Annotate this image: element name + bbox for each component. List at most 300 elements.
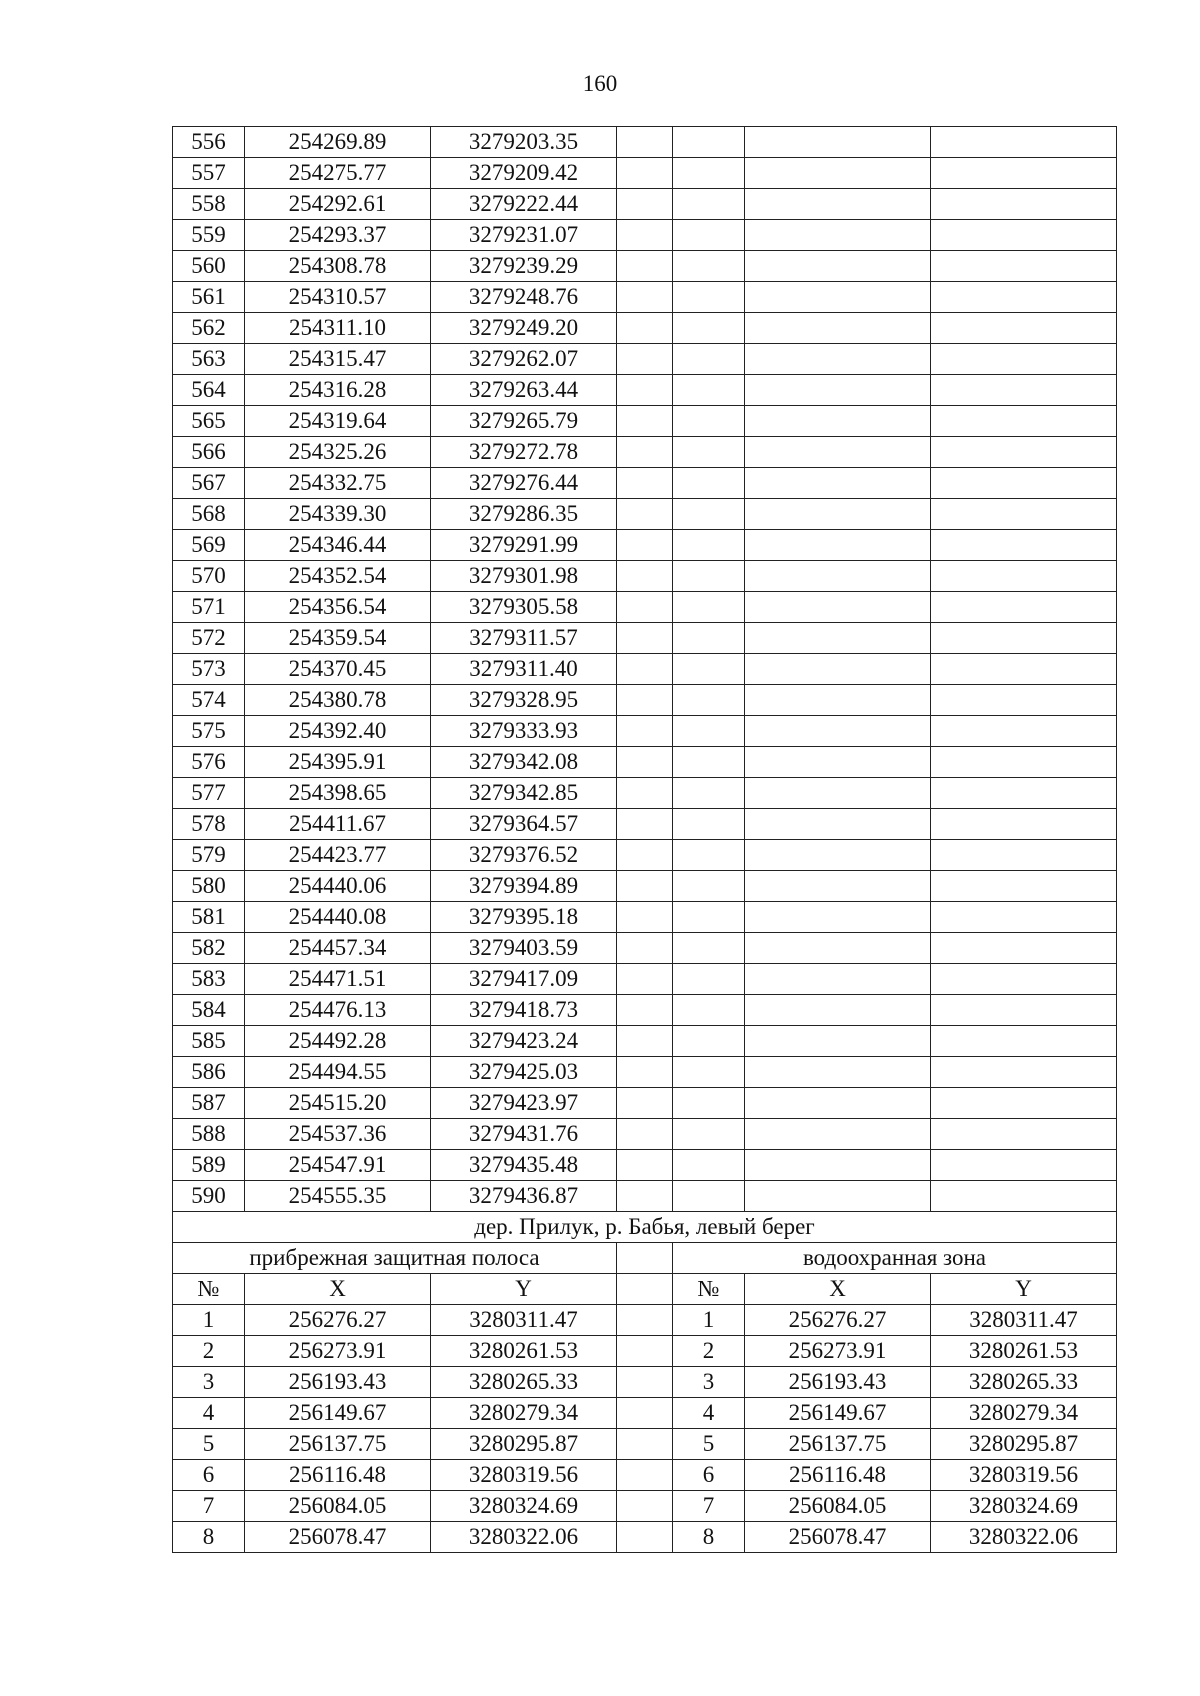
point-number-cell: 580 [173,871,245,902]
y-coordinate-cell: 3279286.35 [431,499,617,530]
empty-cell [673,902,745,933]
table-row [173,747,1117,778]
empty-cell [617,437,673,468]
y-coordinate-cell: 3279276.44 [431,468,617,499]
y-coordinate-cell: 3279395.18 [431,902,617,933]
table-row [173,1150,1117,1181]
y-coordinate-cell: 3280265.33 [931,1367,1117,1398]
point-number-cell: 563 [173,344,245,375]
y-coordinate-cell: 3280279.34 [431,1398,617,1429]
table-row [173,1398,1117,1429]
x-coordinate-cell: 254471.51 [245,964,431,995]
y-coordinate-cell: 3279364.57 [431,809,617,840]
x-coordinate-cell: 256078.47 [245,1522,431,1553]
empty-cell [745,592,931,623]
x-coordinate-cell: 256276.27 [245,1305,431,1336]
x-coordinate-cell: 254359.54 [245,623,431,654]
empty-cell [931,747,1117,778]
x-coordinate-cell: 254275.77 [245,158,431,189]
y-coordinate-cell: 3280279.34 [931,1398,1117,1429]
y-coordinate-cell: 3279249.20 [431,313,617,344]
table-row [173,344,1117,375]
empty-cell [673,406,745,437]
empty-cell [673,437,745,468]
empty-cell [617,592,673,623]
table-row [173,282,1117,313]
y-coordinate-cell: 3279305.58 [431,592,617,623]
x-coordinate-cell: 254392.40 [245,716,431,747]
empty-cell [745,747,931,778]
table-row [173,840,1117,871]
x-coordinate-cell: 254319.64 [245,406,431,437]
y-coordinate-cell: 3279291.99 [431,530,617,561]
table-row [173,592,1117,623]
table-row [173,1429,1117,1460]
empty-cell [617,747,673,778]
table-row [173,1460,1117,1491]
point-number-cell: 588 [173,1119,245,1150]
x-coordinate-cell: 254292.61 [245,189,431,220]
table-row [173,716,1117,747]
empty-cell [931,406,1117,437]
x-coordinate-cell: 254308.78 [245,251,431,282]
lower-rows [173,1305,1117,1553]
blank-cell [617,1460,673,1491]
point-number-cell: 567 [173,468,245,499]
x-coordinate-cell: 256116.48 [745,1460,931,1491]
empty-cell [745,840,931,871]
empty-cell [673,282,745,313]
table-row [173,1119,1117,1150]
empty-cell [745,995,931,1026]
point-number-cell: 3 [173,1367,245,1398]
y-coordinate-cell: 3280322.06 [431,1522,617,1553]
point-number-cell: 571 [173,592,245,623]
x-coordinate-cell: 256084.05 [245,1491,431,1522]
x-coordinate-cell: 256078.47 [745,1522,931,1553]
point-number-cell: 582 [173,933,245,964]
empty-cell [745,778,931,809]
x-coordinate-cell: 256276.27 [745,1305,931,1336]
point-number-cell: 585 [173,1026,245,1057]
empty-cell [617,344,673,375]
empty-cell [745,1088,931,1119]
empty-cell [745,1150,931,1181]
y-coordinate-cell: 3280319.56 [931,1460,1117,1491]
x-coordinate-cell: 254411.67 [245,809,431,840]
point-number-cell: 2 [173,1336,245,1367]
y-coordinate-cell: 3279265.79 [431,406,617,437]
x-coordinate-cell: 256193.43 [245,1367,431,1398]
point-number-cell: 556 [173,127,245,158]
blank-cell [617,1522,673,1553]
empty-cell [745,189,931,220]
col-header-no: № [173,1274,245,1305]
empty-cell [931,561,1117,592]
empty-cell [673,871,745,902]
empty-cell [617,1088,673,1119]
empty-cell [673,685,745,716]
x-coordinate-cell: 254311.10 [245,313,431,344]
empty-cell [673,344,745,375]
empty-cell [617,282,673,313]
empty-cell [617,995,673,1026]
empty-cell [673,840,745,871]
x-coordinate-cell: 254476.13 [245,995,431,1026]
point-number-cell: 578 [173,809,245,840]
empty-cell [673,809,745,840]
empty-cell [617,313,673,344]
y-coordinate-cell: 3280295.87 [931,1429,1117,1460]
point-number-cell: 561 [173,282,245,313]
empty-cell [931,530,1117,561]
empty-cell [617,127,673,158]
empty-cell [931,251,1117,282]
empty-cell [745,716,931,747]
empty-cell [931,840,1117,871]
empty-cell [745,964,931,995]
table-row [173,1522,1117,1553]
empty-cell [673,964,745,995]
empty-cell [745,1026,931,1057]
table-row [173,1026,1117,1057]
empty-cell [931,499,1117,530]
y-coordinate-cell: 3279431.76 [431,1119,617,1150]
y-coordinate-cell: 3279263.44 [431,375,617,406]
x-coordinate-cell: 254492.28 [245,1026,431,1057]
empty-cell [931,902,1117,933]
empty-cell [617,530,673,561]
empty-cell [673,995,745,1026]
empty-cell [931,964,1117,995]
empty-cell [745,809,931,840]
blank-cell [617,1243,673,1274]
table-row [173,530,1117,561]
y-coordinate-cell: 3279394.89 [431,871,617,902]
x-coordinate-cell: 256137.75 [745,1429,931,1460]
empty-cell [745,561,931,592]
empty-cell [931,685,1117,716]
empty-cell [931,282,1117,313]
empty-cell [673,623,745,654]
table-row [173,902,1117,933]
point-number-cell: 7 [673,1491,745,1522]
section-title: дер. Прилук, р. Бабья, левый берег [173,1212,1117,1243]
point-number-cell: 1 [173,1305,245,1336]
empty-cell [617,1181,673,1212]
x-coordinate-cell: 254332.75 [245,468,431,499]
empty-cell [745,220,931,251]
point-number-cell: 568 [173,499,245,530]
table-row [173,468,1117,499]
empty-cell [931,1119,1117,1150]
blank-cell [617,1274,673,1305]
empty-cell [673,1150,745,1181]
empty-cell [745,685,931,716]
col-header-no: № [673,1274,745,1305]
empty-cell [931,871,1117,902]
y-coordinate-cell: 3280295.87 [431,1429,617,1460]
table-row [173,375,1117,406]
empty-cell [745,437,931,468]
point-number-cell: 577 [173,778,245,809]
table-row [173,1305,1117,1336]
empty-cell [673,1026,745,1057]
empty-cell [617,1026,673,1057]
table-row [173,1367,1117,1398]
empty-cell [745,933,931,964]
empty-cell [745,127,931,158]
empty-cell [617,251,673,282]
point-number-cell: 557 [173,158,245,189]
point-number-cell: 560 [173,251,245,282]
page-number: 160 [582,71,618,96]
point-number-cell: 573 [173,654,245,685]
table-row [173,1088,1117,1119]
y-coordinate-cell: 3279272.78 [431,437,617,468]
y-coordinate-cell: 3279311.57 [431,623,617,654]
x-coordinate-cell: 254440.08 [245,902,431,933]
col-header-x: X [245,1274,431,1305]
point-number-cell: 581 [173,902,245,933]
empty-cell [931,933,1117,964]
empty-cell [673,158,745,189]
point-number-cell: 6 [173,1460,245,1491]
x-coordinate-cell: 256116.48 [245,1460,431,1491]
empty-cell [745,251,931,282]
empty-cell [617,1057,673,1088]
empty-cell [617,871,673,902]
x-coordinate-cell: 254325.26 [245,437,431,468]
empty-cell [931,220,1117,251]
y-coordinate-cell: 3279239.29 [431,251,617,282]
empty-cell [673,468,745,499]
table-row [173,189,1117,220]
y-coordinate-cell: 3279333.93 [431,716,617,747]
zone-header-row [173,1243,1117,1274]
x-coordinate-cell: 254380.78 [245,685,431,716]
empty-cell [673,127,745,158]
point-number-cell: 587 [173,1088,245,1119]
y-coordinate-cell: 3279423.97 [431,1088,617,1119]
y-coordinate-cell: 3280261.53 [931,1336,1117,1367]
y-coordinate-cell: 3279328.95 [431,685,617,716]
section-block [173,1212,1117,1305]
empty-cell [617,1150,673,1181]
water-protection-zone-header: водоохранная зона [673,1243,1117,1274]
x-coordinate-cell: 256137.75 [245,1429,431,1460]
x-coordinate-cell: 254269.89 [245,127,431,158]
point-number-cell: 3 [673,1367,745,1398]
empty-cell [617,499,673,530]
blank-cell [617,1398,673,1429]
upper-rows [173,127,1117,1212]
point-number-cell: 562 [173,313,245,344]
empty-cell [617,406,673,437]
empty-cell [931,189,1117,220]
x-coordinate-cell: 256084.05 [745,1491,931,1522]
y-coordinate-cell: 3279376.52 [431,840,617,871]
point-number-cell: 4 [173,1398,245,1429]
point-number-cell: 558 [173,189,245,220]
empty-cell [745,1057,931,1088]
empty-cell [673,1088,745,1119]
y-coordinate-cell: 3279311.40 [431,654,617,685]
blank-cell [617,1336,673,1367]
point-number-cell: 6 [673,1460,745,1491]
empty-cell [617,778,673,809]
empty-cell [617,468,673,499]
coordinates-table [172,126,1117,1553]
empty-cell [673,778,745,809]
empty-cell [745,871,931,902]
point-number-cell: 559 [173,220,245,251]
point-number-cell: 576 [173,747,245,778]
x-coordinate-cell: 254316.28 [245,375,431,406]
point-number-cell: 586 [173,1057,245,1088]
y-coordinate-cell: 3279435.48 [431,1150,617,1181]
table-row [173,158,1117,189]
empty-cell [673,933,745,964]
empty-cell [931,995,1117,1026]
empty-cell [673,747,745,778]
empty-cell [617,158,673,189]
table-row [173,437,1117,468]
empty-cell [931,127,1117,158]
x-coordinate-cell: 254352.54 [245,561,431,592]
table-row [173,778,1117,809]
empty-cell [931,1181,1117,1212]
y-coordinate-cell: 3279423.24 [431,1026,617,1057]
empty-cell [745,344,931,375]
point-number-cell: 579 [173,840,245,871]
empty-cell [673,592,745,623]
y-coordinate-cell: 3280324.69 [931,1491,1117,1522]
empty-cell [931,158,1117,189]
point-number-cell: 572 [173,623,245,654]
table-row [173,313,1117,344]
empty-cell [617,623,673,654]
empty-cell [745,623,931,654]
table-row [173,220,1117,251]
x-coordinate-cell: 254457.34 [245,933,431,964]
table-row [173,623,1117,654]
empty-cell [673,654,745,685]
table-row [173,499,1117,530]
y-coordinate-cell: 3280319.56 [431,1460,617,1491]
empty-cell [931,313,1117,344]
empty-cell [673,313,745,344]
table-row [173,251,1117,282]
x-coordinate-cell: 254494.55 [245,1057,431,1088]
table-row [173,127,1117,158]
empty-cell [673,561,745,592]
point-number-cell: 5 [673,1429,745,1460]
y-coordinate-cell: 3279262.07 [431,344,617,375]
empty-cell [745,468,931,499]
y-coordinate-cell: 3279222.44 [431,189,617,220]
blank-cell [617,1367,673,1398]
col-header-y: Y [931,1274,1117,1305]
table-row [173,685,1117,716]
empty-cell [673,189,745,220]
y-coordinate-cell: 3279209.42 [431,158,617,189]
table-row [173,1491,1117,1522]
empty-cell [673,1057,745,1088]
x-coordinate-cell: 254293.37 [245,220,431,251]
y-coordinate-cell: 3280311.47 [431,1305,617,1336]
y-coordinate-cell: 3280265.33 [431,1367,617,1398]
x-coordinate-cell: 254547.91 [245,1150,431,1181]
point-number-cell: 589 [173,1150,245,1181]
empty-cell [931,623,1117,654]
y-coordinate-cell: 3280322.06 [931,1522,1117,1553]
empty-cell [617,933,673,964]
empty-cell [931,437,1117,468]
x-coordinate-cell: 254555.35 [245,1181,431,1212]
point-number-cell: 570 [173,561,245,592]
y-coordinate-cell: 3279418.73 [431,995,617,1026]
y-coordinate-cell: 3279342.08 [431,747,617,778]
empty-cell [673,1119,745,1150]
empty-cell [745,406,931,437]
empty-cell [745,654,931,685]
empty-cell [617,685,673,716]
x-coordinate-cell: 256273.91 [745,1336,931,1367]
table-row [173,809,1117,840]
table-row [173,995,1117,1026]
point-number-cell: 5 [173,1429,245,1460]
point-number-cell: 583 [173,964,245,995]
x-coordinate-cell: 256193.43 [745,1367,931,1398]
x-coordinate-cell: 254370.45 [245,654,431,685]
empty-cell [617,220,673,251]
y-coordinate-cell: 3280324.69 [431,1491,617,1522]
x-coordinate-cell: 254515.20 [245,1088,431,1119]
empty-cell [617,716,673,747]
table-row [173,1181,1117,1212]
empty-cell [745,1119,931,1150]
empty-cell [931,468,1117,499]
empty-cell [745,282,931,313]
x-coordinate-cell: 254346.44 [245,530,431,561]
point-number-cell: 1 [673,1305,745,1336]
col-header-x: X [745,1274,931,1305]
empty-cell [673,220,745,251]
empty-cell [931,592,1117,623]
point-number-cell: 564 [173,375,245,406]
empty-cell [673,499,745,530]
col-header-y: Y [431,1274,617,1305]
section-title-row [173,1212,1117,1243]
point-number-cell: 8 [673,1522,745,1553]
empty-cell [673,716,745,747]
empty-cell [745,902,931,933]
empty-cell [673,530,745,561]
point-number-cell: 574 [173,685,245,716]
point-number-cell: 7 [173,1491,245,1522]
y-coordinate-cell: 3279342.85 [431,778,617,809]
empty-cell [617,809,673,840]
empty-cell [617,561,673,592]
y-coordinate-cell: 3279417.09 [431,964,617,995]
empty-cell [745,375,931,406]
table-row [173,933,1117,964]
empty-cell [931,375,1117,406]
x-coordinate-cell: 256149.67 [745,1398,931,1429]
x-coordinate-cell: 256149.67 [245,1398,431,1429]
empty-cell [931,1026,1117,1057]
